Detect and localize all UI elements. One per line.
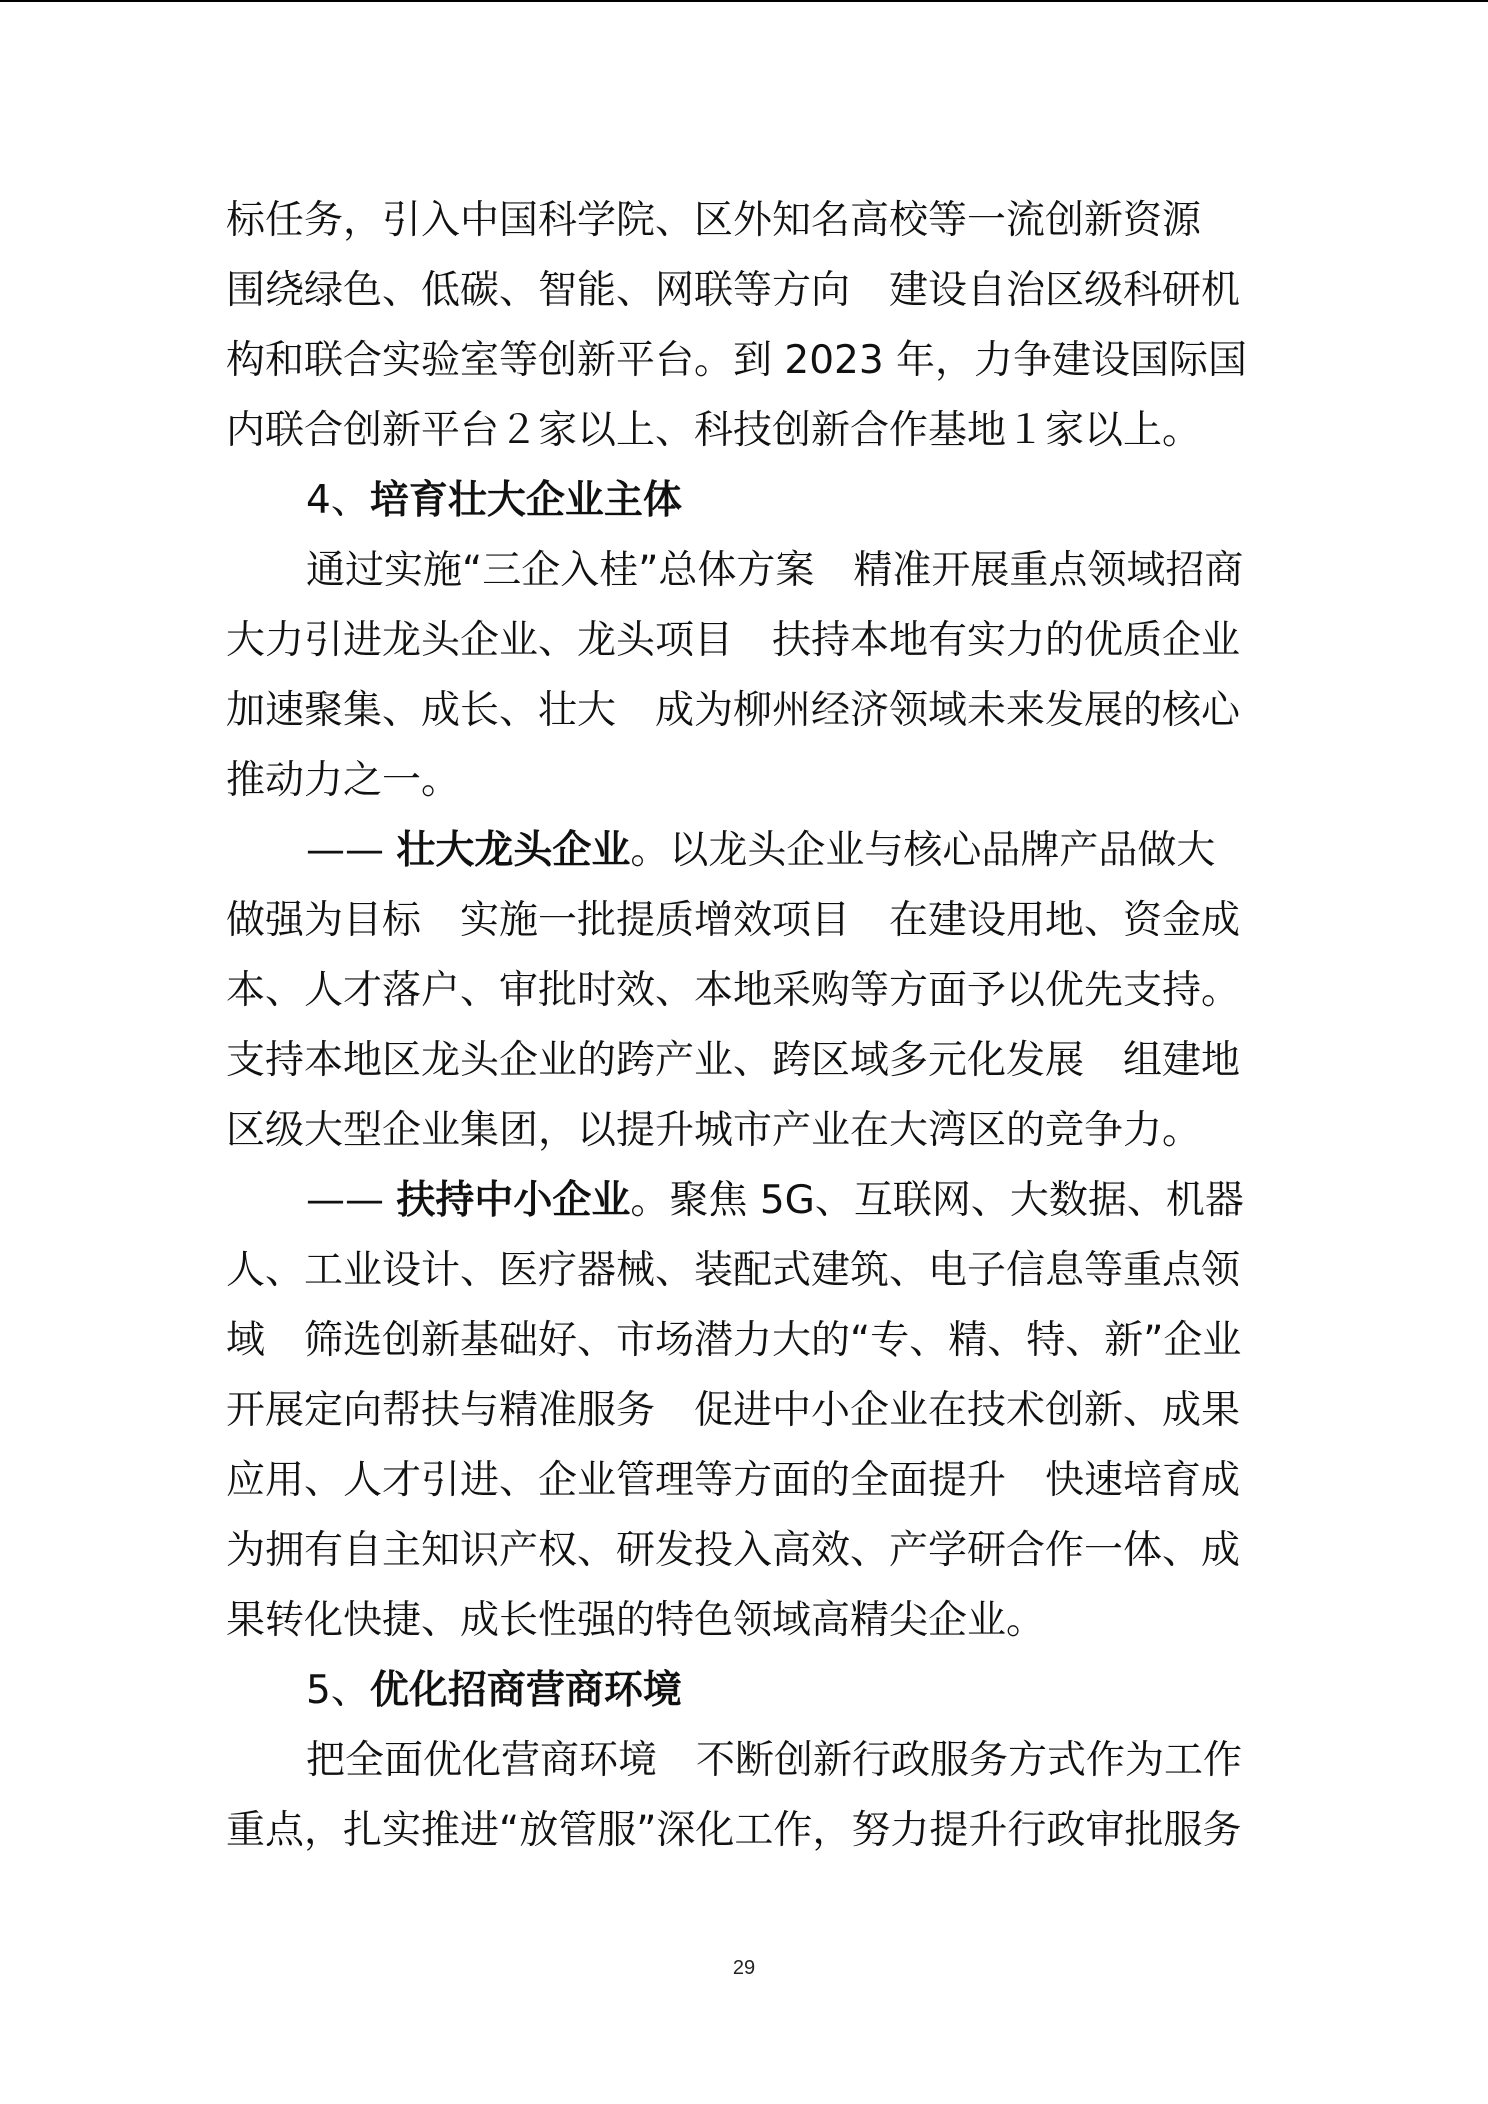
- item-text: 。聚焦 5G、互联网、大数据、机器: [630, 1178, 1244, 1223]
- text-line: 通过实施“三企入桂”总体方案 精准开展重点领域招商: [306, 548, 1244, 593]
- document-body: [226, 186, 1266, 1866]
- heading-number: 5、: [306, 1668, 370, 1713]
- section-4-heading: [226, 466, 1266, 536]
- top-border-line: [0, 0, 1488, 2]
- heading-number: 4、: [306, 478, 370, 523]
- text-line: 围绕绿色、低碳、智能、网联等方向 建设自治区级科研机: [226, 268, 1241, 313]
- em-dash: ——: [306, 828, 384, 873]
- text-line: 标任务，引入中国科学院、区外知名高校等一流创新资源: [226, 198, 1202, 243]
- item-heading-line: [226, 816, 1266, 886]
- text-line: 构和联合实验室等创新平台。到 2023 年，力争建设国际国: [226, 338, 1248, 383]
- text-line: 域 筛选创新基础好、市场潜力大的“专、精、特、新”企业: [226, 1318, 1242, 1363]
- text-line: 应用、人才引进、企业管理等方面的全面提升 快速培育成: [226, 1458, 1241, 1503]
- text-line: 推动力之一。: [226, 758, 461, 803]
- text-line: 支持本地区龙头企业的跨产业、跨区域多元化发展 组建地: [226, 1038, 1241, 1083]
- item-heading-line: [226, 1166, 1266, 1236]
- text-line: 人、工业设计、医疗器械、装配式建筑、电子信息等重点领: [226, 1248, 1241, 1293]
- item-title: 壮大龙头企业: [396, 828, 631, 873]
- text-line: 把全面优化营商环境 不断创新行政服务方式作为工作: [306, 1738, 1243, 1783]
- text-line: 区级大型企业集团，以提升城市产业在大湾区的竞争力。: [226, 1108, 1202, 1153]
- text-line: 本、人才落户、审批时效、本地采购等方面予以优先支持。: [226, 968, 1241, 1013]
- text-line: 开展定向帮扶与精准服务 促进中小企业在技术创新、成果: [226, 1388, 1241, 1433]
- heading-text: 培育壮大企业主体: [369, 478, 682, 523]
- text-line: 重点，扎实推进“放管服”深化工作，努力提升行政审批服务: [226, 1808, 1242, 1853]
- item-text: 。以龙头企业与核心品牌产品做大: [630, 828, 1216, 873]
- text-line: 内联合创新平台２家以上、科技创新合作基地１家以上。: [226, 408, 1202, 453]
- em-dash: ——: [306, 1178, 384, 1223]
- section-5-heading: [226, 1656, 1266, 1726]
- item-title: 扶持中小企业: [396, 1178, 631, 1223]
- heading-text: 优化招商营商环境: [369, 1668, 682, 1713]
- text-line: 大力引进龙头企业、龙头项目 扶持本地有实力的优质企业: [226, 618, 1241, 663]
- text-line: 果转化快捷、成长性强的特色领域高精尖企业。: [226, 1598, 1046, 1643]
- text-line: 加速聚集、成长、壮大 成为柳州经济领域未来发展的核心: [226, 688, 1241, 733]
- text-line: 为拥有自主知识产权、研发投入高效、产学研合作一体、成: [226, 1528, 1241, 1573]
- page-number: 29: [732, 1957, 756, 1979]
- text-line: 做强为目标 实施一批提质增效项目 在建设用地、资金成: [226, 898, 1241, 943]
